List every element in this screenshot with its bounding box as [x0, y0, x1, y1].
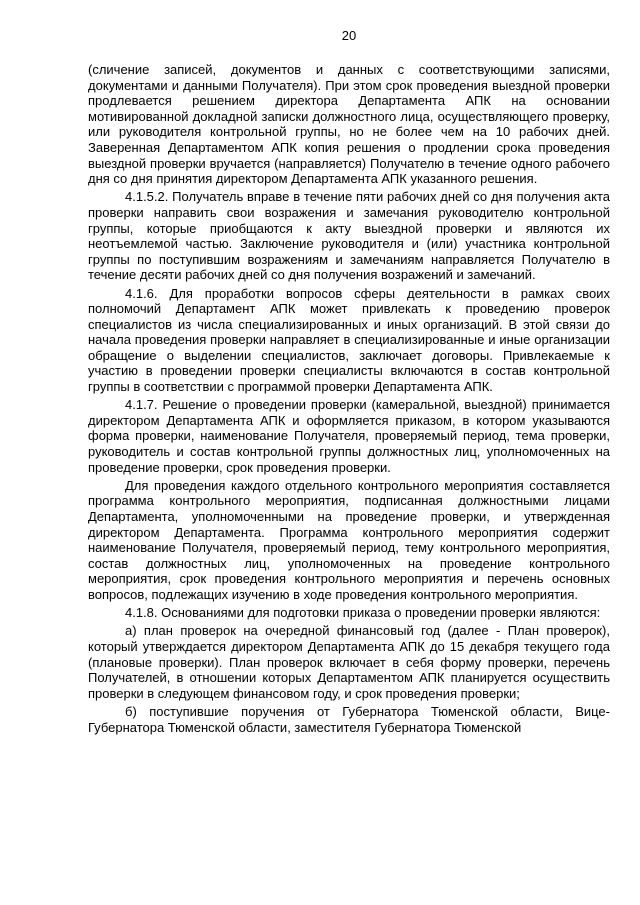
document-page — [88, 28, 610, 738]
paragraph-4-1-6: 4.1.6. Для проработки вопросов сферы деятельности в рамках своих полномочий Департамент АПК может привлекать к проведению проверок специалистов из числа специализированных и иных организаций. В этой связи до начала проведения проверки направляет в специализированные и иные организации обращение о выделении специалистов, заключает договоры. Привлекаемые к участию в проведении проверки специалисты включаются в состав контрольной группы в соответствии с программой проверки Департамента АПК. — [88, 285, 610, 395]
paragraph-item-b: б) поступившие поручения от Губернатора Тюменской области, Вице-Губернатора Тюменской области, заместителя Губернатора Тюменской — [88, 703, 610, 735]
paragraph-4-1-5-2: 4.1.5.2. Получатель вправе в течение пяти рабочих дней со дня получения акта проверки направить свои возражения и замечания руководителю контрольной группы, которые приобщаются к акту выездной проверки и являются их неотъемлемой частью. Заключение руководителя и (или) участника контрольной группы по поступившим возражениям и замечаниям направляется Получателю в течение десяти рабочих дней со дня получения возражений и замечаний. — [88, 189, 610, 283]
paragraph-program: Для проведения каждого отдельного контрольного мероприятия составляется программа контрольного мероприятия, подписанная должностными лицами Департамента, уполномоченными на проведение проверки, и утвержденная директором Департамента. Программа контрольного мероприятия содержит наименование Получателя, проверяемый период, тему контрольного мероприятия, состав должностных лиц, уполномоченных на проведение контрольного мероприятия, срок проведения контрольного мероприятия и перечень основных вопросов, подлежащих изучению в ходе проведения контрольного мероприятия. — [88, 477, 610, 602]
paragraph-item-a: а) план проверок на очередной финансовый год (далее - План проверок), который утверждается директором Департамента АПК до 15 декабря текущего года (плановые проверки). План проверок включает в себя форму проверки, перечень Получателей, в отношении которых Департаментом АПК планируется осуществить проверки в следующем финансовом году, и срок проведения проверки; — [88, 623, 610, 701]
paragraph-term-extension: (сличение записей, документов и данных с соответствующими записями, документами и данными Получателя). При этом срок проведения выездной проверки продлевается решением директора Департамента АПК на основании мотивированной докладной записки должностного лица, осуществляющего проверку, или руководителя контрольной группы, но не более чем на 10 рабочих дней. Заверенная Департаментом АПК копия решения о продлении срока проведения выездной проверки вручается (направляется) Получателю в течение одного рабочего дня со дня принятия директором Департамента АПК указанного решения. — [88, 62, 610, 187]
paragraph-4-1-7: 4.1.7. Решение о проведении проверки (камеральной, выездной) принимается директором Департамента АПК и оформляется приказом, в котором указываются форма проверки, наименование Получателя, проверяемый период, тема проверки, руководитель и состав контрольной группы должностных лиц, уполномоченных на проведение проверки, срок проведения проверки. — [88, 397, 610, 475]
page-number: 20 — [341, 28, 357, 43]
paragraph-4-1-8: 4.1.8. Основаниями для подготовки приказа о проведении проверки являются: — [125, 605, 601, 621]
